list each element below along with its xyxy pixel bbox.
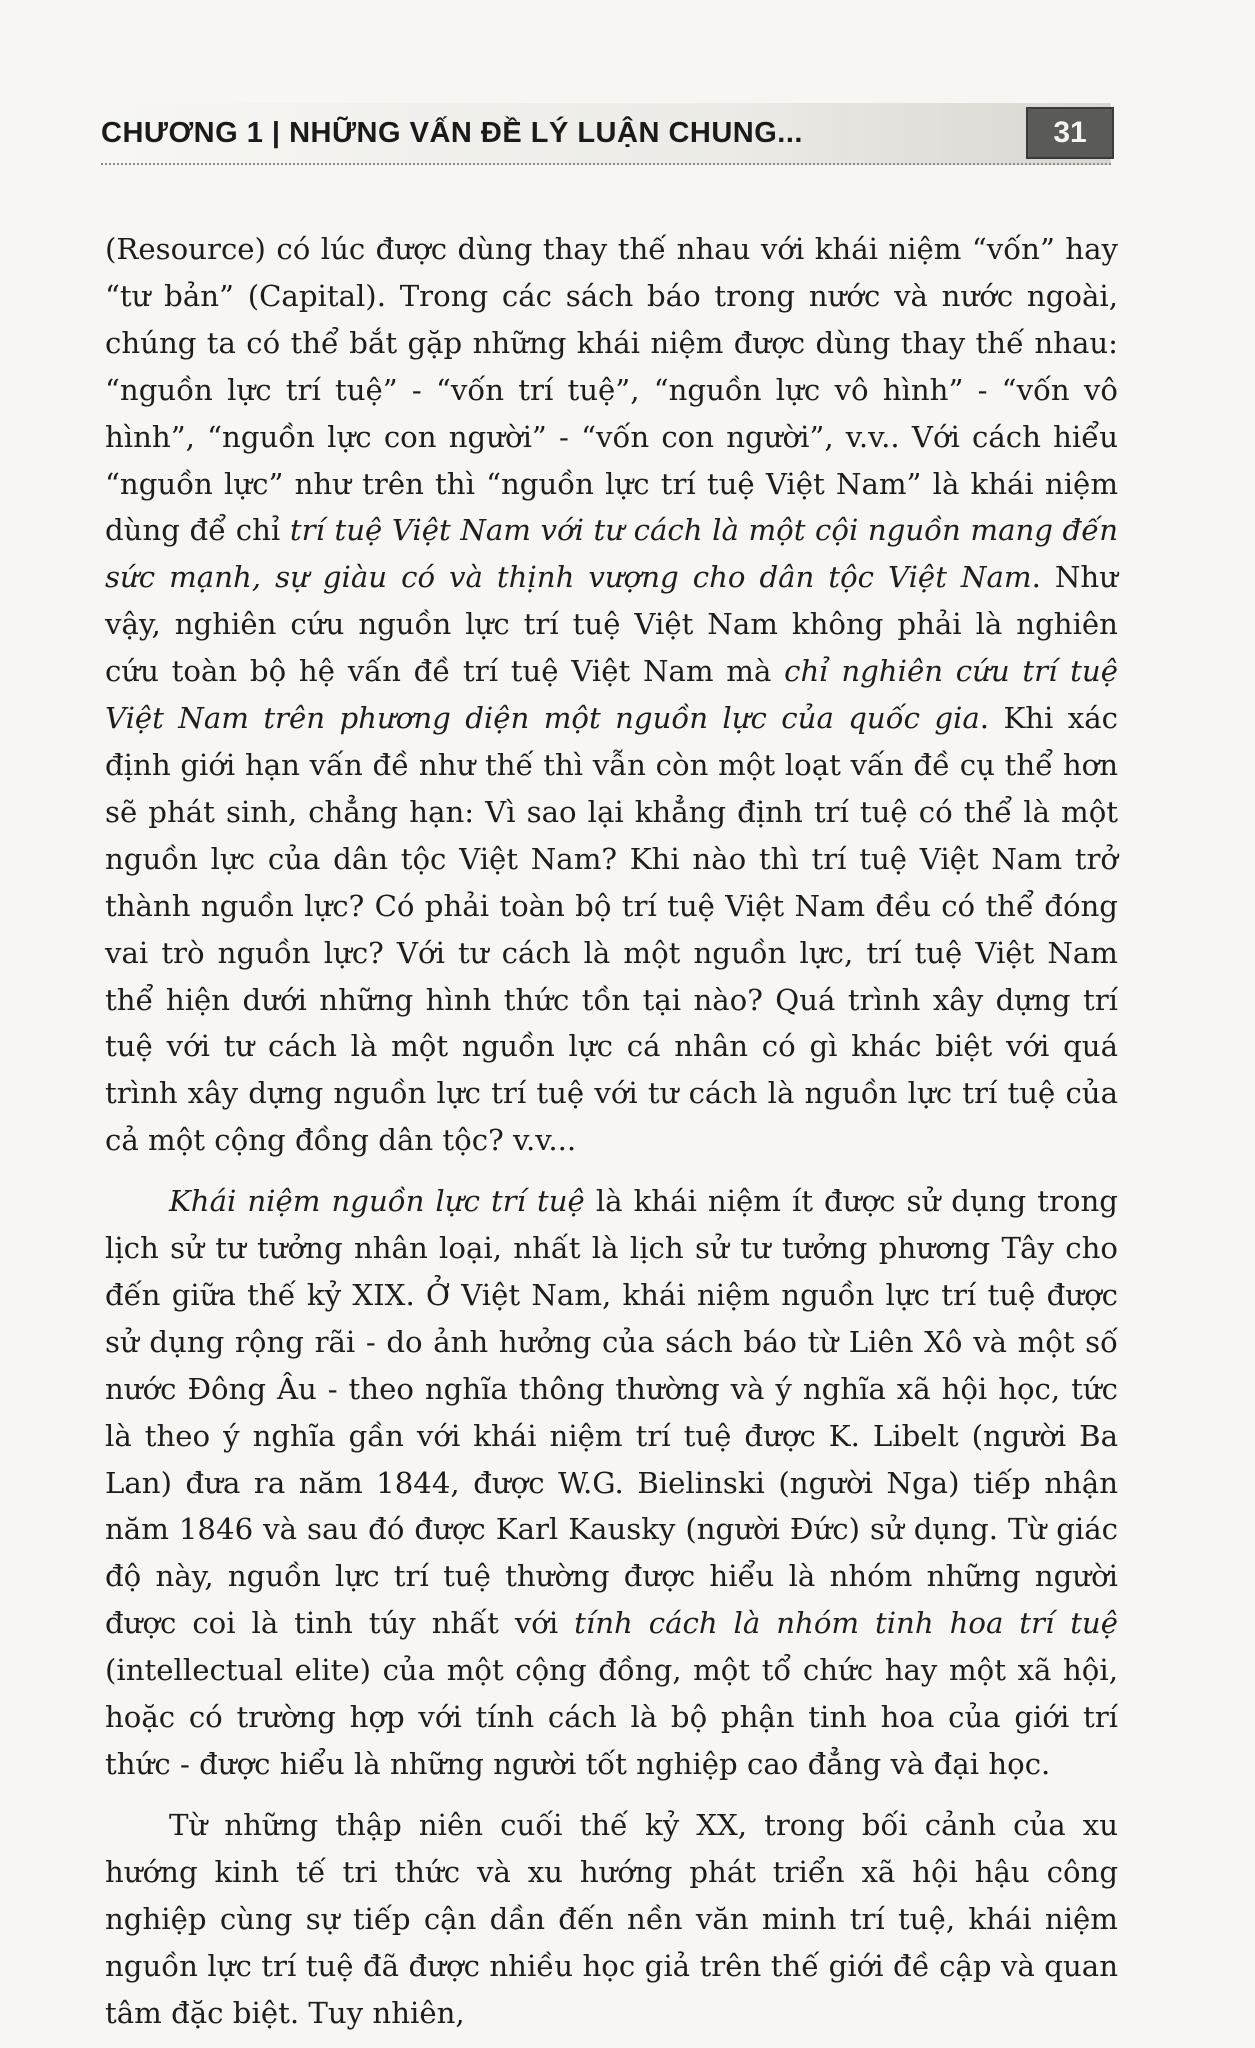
text-run: là khái niệm ít được sử dụng trong lịch sử tư tưởng nhân loại, nhất là lịch sử tư tưởng phương Tây cho đến giữa thế kỷ XIX. Ở Việt Nam, khái niệm nguồn lực trí tuệ được sử dụng rộng rãi - do ảnh hưởng của sách báo từ Liên Xô và một số nước Đông Âu - theo nghĩa thông thường và ý nghĩa xã hội học, tức là theo ý nghĩa gần với khái niệm trí tuệ được K. Libelt (người Ba Lan) đưa ra năm 1844, được W.G. Bielinski (người Nga) tiếp nhận năm 1846 và sau đó được Karl Kausky (người Đức) sử dụng. Từ giác độ này, nguồn lực trí tuệ thường được hiểu là nhóm những người được coi là tinh túy nhất với [105, 1184, 1118, 1641]
text-run: Từ những thập niên cuối thế kỷ XX, trong bối cảnh của xu hướng kinh tế tri thức và xu hướng phát triển xã hội hậu công nghiệp cùng sự tiếp cận dần đến nền văn minh trí tuệ, khái niệm nguồn lực trí tuệ đã được nhiều học giả trên thế giới đề cập và quan tâm đặc biệt. Tuy nhiên, [105, 1807, 1118, 2030]
paragraph-1 [105, 226, 1118, 1164]
page-number-box [1026, 107, 1114, 159]
text-run: (Resource) có lúc được dùng thay thế nhau với khái niệm “vốn” hay “tư bản” (Capital). Trong các sách báo trong nước và nước ngoài, chúng ta có thể bắt gặp những khái niệm được dùng thay thế nhau: “nguồn lực trí tuệ” - “vốn trí tuệ”, “nguồn lực vô hình” - “vốn vô hình”, “nguồn lực con người” - “vốn con người”, v.v.. Với cách hiểu “nguồn lực” như trên thì “nguồn lực trí tuệ Việt Nam” là khái niệm dùng để chỉ [105, 232, 1118, 548]
italic-text-run: Khái niệm nguồn lực trí tuệ [169, 1184, 585, 1219]
paragraph-2 [105, 1178, 1118, 1788]
text-run: (intellectual elite) của một cộng đồng, một tổ chức hay một xã hội, hoặc có trường hợp với tính cách là bộ phận tinh hoa của giới trí thức - được hiểu là những người tốt nghiệp cao đẳng và đại học. [105, 1653, 1118, 1781]
chapter-title: CHƯƠNG 1 | NHỮNG VẤN ĐỀ LÝ LUẬN CHUNG... [101, 117, 803, 149]
running-header [101, 103, 1111, 165]
text-run: . Như vậy, nghiên cứu nguồn lực trí tuệ Việt Nam không phải là nghiên cứu toàn bộ hệ vấn đề trí tuệ Việt Nam mà [105, 560, 1118, 689]
italic-text-run: trí tuệ Việt Nam với tư cách là một cội nguồn mang đến sức mạnh, sự giàu có và thịnh vượng cho dân tộc Việt Nam [105, 513, 1118, 595]
paragraph-3 [105, 1802, 1118, 2037]
page-number: 31 [1053, 116, 1087, 149]
text-run: . Khi xác định giới hạn vấn đề như thế thì vẫn còn một loạt vấn đề cụ thể hơn sẽ phát sinh, chẳng hạn: Vì sao lại khẳng định trí tuệ có thể là một nguồn lực của dân tộc Việt Nam? Khi nào thì trí tuệ Việt Nam trở thành nguồn lực? Có phải toàn bộ trí tuệ Việt Nam đều có thể đóng vai trò nguồn lực? Với tư cách là một nguồn lực, trí tuệ Việt Nam thể hiện dưới những hình thức tồn tại nào? Quá trình xây dựng trí tuệ với tư cách là một nguồn lực cá nhân có gì khác biệt với quá trình xây dựng nguồn lực trí tuệ với tư cách là nguồn lực trí tuệ của cả một cộng đồng dân tộc? v.v... [105, 701, 1118, 1158]
italic-text-run: tính cách là nhóm tinh hoa trí tuệ [574, 1606, 1119, 1641]
page-body [105, 226, 1118, 2036]
italic-text-run: chỉ nghiên cứu trí tuệ Việt Nam trên phương diện một nguồn lực của quốc gia [105, 654, 1118, 736]
